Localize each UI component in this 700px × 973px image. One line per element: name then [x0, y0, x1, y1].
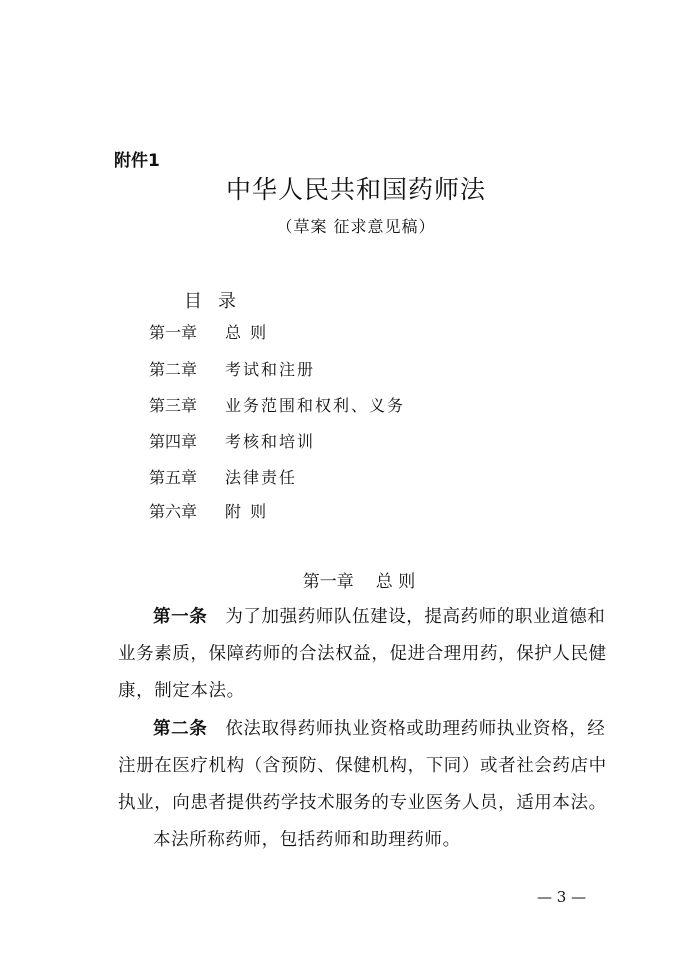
document-title: 中华人民共和国药师法: [225, 175, 486, 204]
toc-item: [149, 357, 315, 380]
toc-item: [149, 429, 315, 452]
document-subtitle: （草案 征求意见稿）: [276, 217, 436, 236]
toc-chapter-number: 第六章: [149, 502, 198, 521]
article-text-line: 注册在医疗机构（含预防、保健机构，下同）或者社会药店中: [118, 756, 607, 776]
toc-chapter-number: 第五章: [149, 468, 198, 487]
page-number: — 3 —: [537, 888, 587, 906]
toc-item: [149, 320, 268, 343]
article-label: 第一条: [153, 607, 208, 627]
toc-item: [149, 465, 297, 488]
chapter-heading: [0, 567, 700, 592]
toc-chapter-title: 法律责任: [225, 468, 298, 487]
article-2-line: [153, 715, 605, 740]
article-1-line: [153, 603, 605, 628]
toc-chapter-title: 考试和注册: [225, 360, 316, 379]
article-text-line: 业务素质，保障药师的合法权益，促进合理用药，保护人民健: [118, 644, 607, 664]
article-label: 第二条: [153, 719, 208, 739]
toc-chapter-title: 总 则: [225, 323, 269, 342]
chapter-name: 总 则: [375, 572, 416, 592]
toc-chapter-number: 第三章: [149, 396, 198, 415]
chapter-number: 第一章: [302, 572, 354, 592]
toc-chapter-number: 第四章: [149, 432, 198, 451]
toc-chapter-title: 业务范围和权利、义务: [225, 396, 406, 415]
toc-chapter-number: 第一章: [149, 323, 198, 342]
article-text-line: 康，制定本法。: [118, 681, 245, 701]
toc-item: [149, 393, 405, 416]
paragraph-text: 本法所称药师，包括药师和助理药师。: [153, 830, 461, 850]
article-text: 为了加强药师队伍建设，提高药师的职业道德和: [225, 607, 606, 627]
toc-chapter-title: 考核和培训: [225, 432, 316, 451]
article-text-line: 执业，向患者提供药学技术服务的专业医务人员，适用本法。: [118, 793, 607, 813]
toc-chapter-number: 第二章: [149, 360, 198, 379]
article-text: 依法取得药师执业资格或助理药师执业资格，经: [225, 719, 606, 739]
toc-chapter-title: 附 则: [225, 502, 269, 521]
attachment-label: 附件1: [114, 151, 160, 171]
toc-item: [149, 499, 268, 522]
toc-heading: 目录: [184, 291, 252, 312]
